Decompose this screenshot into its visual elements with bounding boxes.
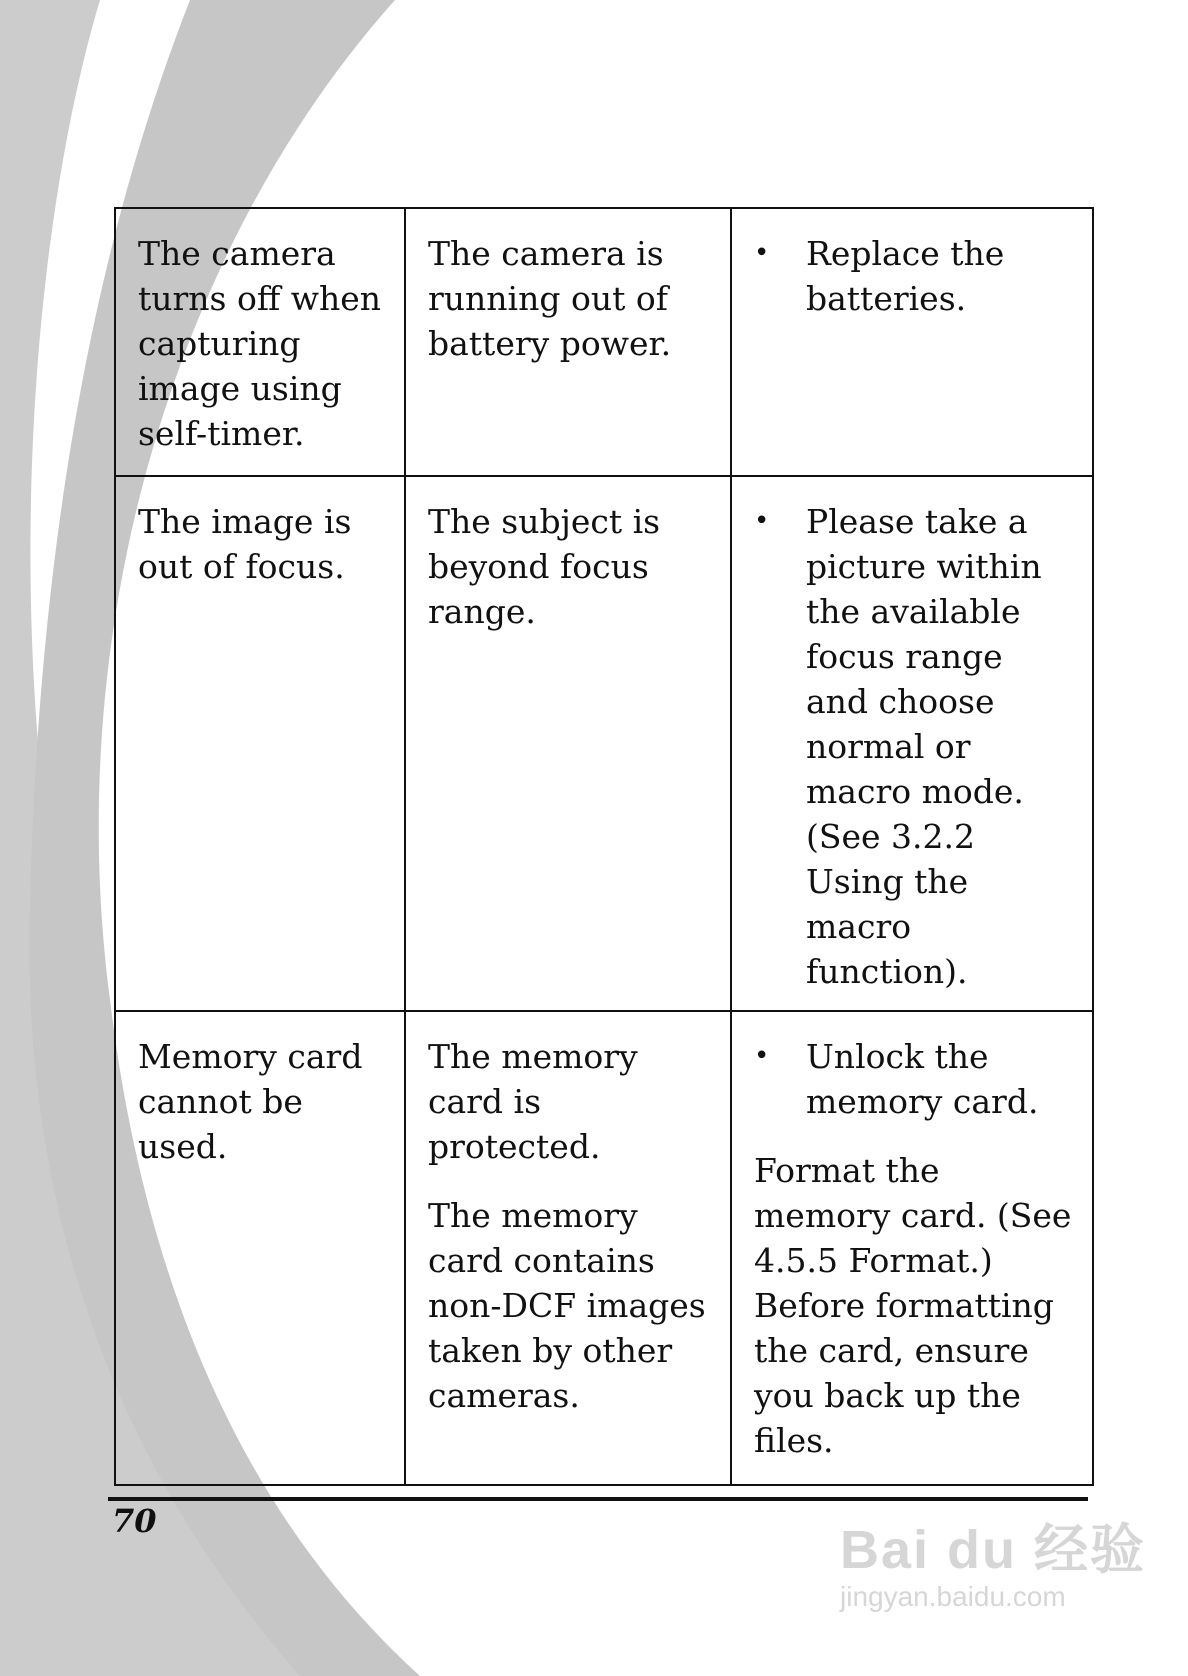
bullet-dot: • (754, 1041, 770, 1071)
cause-text: The memory card contains non-DCF images taken by other cameras. (428, 1196, 706, 1415)
troubleshooting-table-container (114, 207, 1092, 1486)
page-number: 70 (112, 1502, 157, 1540)
troubleshooting-table (114, 207, 1094, 1486)
bullet-dot: • (754, 238, 770, 268)
cause-cell (405, 476, 731, 1011)
cause-cell (405, 208, 731, 476)
baidu-watermark (840, 1520, 1146, 1614)
solution-cell (731, 1011, 1093, 1485)
cause-cell (405, 1011, 731, 1485)
problem-cell (115, 208, 405, 476)
problem-text: The image is out of focus. (138, 502, 352, 586)
solution-bullet (754, 231, 1072, 321)
footer-rule (108, 1497, 1088, 1501)
watermark-url: jingyan.baidu.com (840, 1581, 1066, 1612)
solution-text: Unlock the memory card. (806, 1037, 1039, 1121)
problem-cell (115, 1011, 405, 1485)
problem-text: The camera turns off when capturing image using self-timer. (138, 234, 382, 453)
solution-bullet (754, 499, 1072, 994)
bullet-dot: • (754, 506, 770, 536)
cause-text: The memory card is protected. (428, 1037, 638, 1166)
problem-text: Memory card cannot be used. (138, 1037, 363, 1166)
table-row (115, 476, 1093, 1011)
solution-cell (731, 476, 1093, 1011)
solution-bullet (754, 1034, 1072, 1124)
watermark-brand: Bai du 经验 (840, 1520, 1147, 1580)
cause-text: The camera is running out of battery power. (428, 234, 672, 363)
table-row (115, 208, 1093, 476)
table-row (115, 1011, 1093, 1485)
solution-followup-text: Format the memory card. (See 4.5.5 Format.) Before formatting the card, ensure you back up the files. (754, 1151, 1072, 1460)
cause-text: The subject is beyond focus range. (428, 502, 661, 631)
problem-cell (115, 476, 405, 1011)
solution-text: Replace the batteries. (806, 234, 1005, 318)
solution-text: Please take a picture within the available focus range and choose normal or macro mode. (See 3.2.2 Using the macro function). (806, 502, 1042, 991)
solution-cell (731, 208, 1093, 476)
